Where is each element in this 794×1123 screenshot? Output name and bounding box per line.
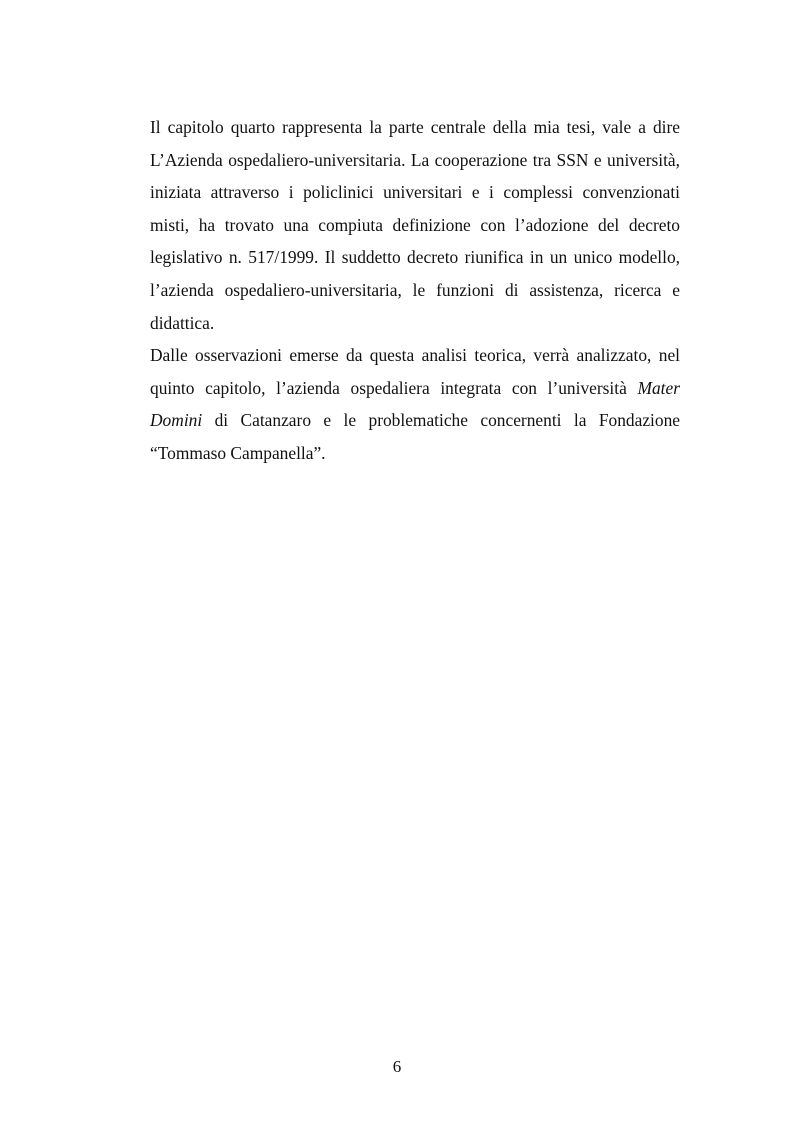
paragraph-chapter-five [150, 339, 680, 469]
paragraph-text: di Catanzaro e le problematiche concernenti la Fondazione “Tommaso Campanella”. [150, 410, 680, 463]
paragraph-text: Dalle osservazioni emerse da questa analisi teorica, verrà analizzato, nel quinto capitolo, l’azienda ospedaliera integrata con l’università [150, 345, 680, 398]
italic-term-mater-domini: Mater Domini [150, 377, 680, 431]
body-text [150, 111, 680, 470]
page-number: 6 [392, 1057, 402, 1076]
paragraph-chapter-four [150, 111, 680, 339]
paragraph-text: Il capitolo quarto rappresenta la parte centrale della mia tesi, vale a dire L’Azienda ospedaliero-universitaria. La cooperazione tra SSN e università, iniziata attraverso i policlinici universitari e i complessi convenzionati misti, ha trovato una compiuta definizione con l’adozione del decreto legislativo n. 517/1999. Il suddetto decreto riunifica in un unico modello, l’azienda ospedaliero-universitaria, le funzioni di assistenza, ricerca e didattica. [150, 117, 680, 333]
